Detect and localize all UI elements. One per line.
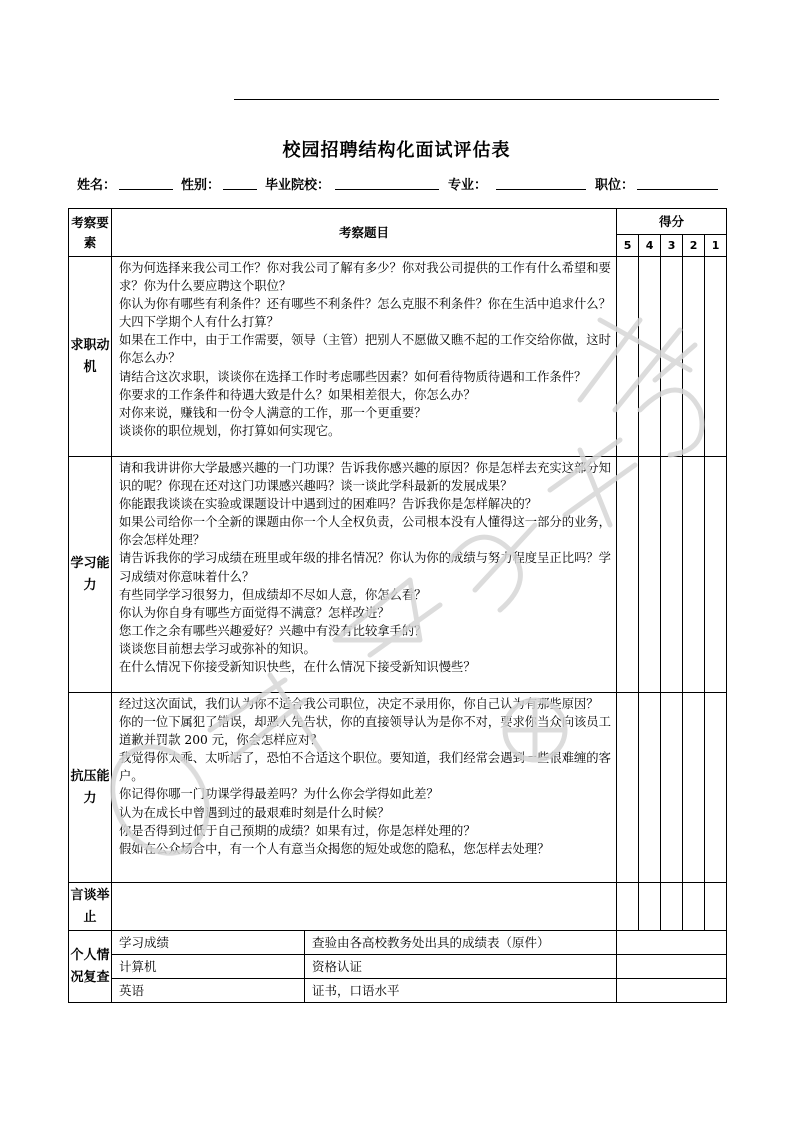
question-header: 考察题目	[112, 209, 617, 257]
personal-row	[69, 979, 727, 1003]
personal-row	[69, 931, 727, 955]
question-item: 你记得你哪一门功课学得最差吗？为什么你会学得如此差？	[119, 787, 439, 802]
factor-header: 考察要素	[69, 209, 112, 257]
score-cell-2[interactable]	[683, 693, 705, 883]
question-item: 你是否得到过低于自己预期的成绩？如果有过，你是怎样处理的？	[119, 823, 476, 838]
gender-label: 性别：	[181, 178, 221, 193]
questions-cell	[112, 457, 617, 693]
name-field[interactable]	[119, 189, 173, 190]
score-level-5: 5	[617, 235, 639, 257]
question-item: 你认为你自身有哪些方面觉得不满意？怎样改进？	[119, 605, 390, 620]
position-field[interactable]	[637, 189, 718, 190]
score-cell-4[interactable]	[639, 457, 661, 693]
section-pressure	[69, 693, 727, 883]
question-item: 你能跟我谈谈在实验或课题设计中遇到过的困难吗？告诉我你是怎样解决的？	[119, 497, 538, 512]
question-item: 您工作之余有哪些兴趣爱好？兴趣中有没有比较拿手的？	[119, 623, 427, 638]
question-item: 请告诉我你的学习成绩在班里或年级的排名情况？你认为你的成绩与努力程度呈正比吗？学习成绩对你意味着什么？	[119, 551, 611, 584]
question-item: 如果在工作中，由于工作需要，领导（主管）把别人不愿做又瞧不起的工作交给你做，这时你怎么办？	[119, 333, 611, 366]
questions-cell[interactable]	[112, 883, 617, 931]
header-rule	[234, 99, 719, 100]
question-item: 你认为你有哪些有利条件？还有哪些不利条件？怎么克服不利条件？你在生活中追求什么？大四下学期个人有什么打算？	[119, 297, 611, 330]
personal-method: 证书，口语水平	[305, 979, 617, 1003]
category-label: 学习能力	[69, 457, 112, 693]
question-item: 在什么情况下你接受新知识快些，在什么情况下接受新知识慢些？	[119, 660, 476, 675]
personal-method: 查验由各高校教务处出具的成绩表（原件）	[305, 931, 617, 955]
score-cell-3[interactable]	[661, 457, 683, 693]
score-cell-5[interactable]	[617, 883, 639, 931]
question-item: 请和我讲讲你大学最感兴趣的一门功课？告诉我你感兴趣的原因？你是怎样去充实这部分知识的呢？你现在还对这门功课感兴趣吗？谈一谈此学科最新的发展成果？	[119, 461, 611, 494]
question-item: 你的一位下属犯了错误，却恶人先告状，你的直接领导认为是你不对，要求你当众向该员工道歉并罚款 200 元，你会怎样应对？	[119, 715, 611, 748]
score-cell-3[interactable]	[661, 693, 683, 883]
personal-item: 计算机	[112, 955, 305, 979]
score-cell-3[interactable]	[661, 257, 683, 457]
personal-item: 学习成绩	[112, 931, 305, 955]
questions-cell	[112, 257, 617, 457]
category-label: 言谈举止	[69, 883, 112, 931]
score-header: 得分	[617, 209, 727, 235]
category-label: 个人情况复查	[69, 931, 112, 1003]
score-cell-5[interactable]	[617, 693, 639, 883]
school-label: 毕业院校：	[265, 178, 331, 193]
personal-result-cell[interactable]	[617, 979, 727, 1003]
questions-cell	[112, 693, 617, 883]
question-item: 如果公司给你一个全新的课题由你一个人全权负责，公司根本没有人懂得这一部分的业务，你会怎样处理？	[119, 515, 611, 548]
score-cell-4[interactable]	[639, 257, 661, 457]
score-cell-1[interactable]	[705, 257, 727, 457]
personal-result-cell[interactable]	[617, 931, 727, 955]
question-item: 请结合这次求职，谈谈你在选择工作时考虑哪些因素？如何看待物质待遇和工作条件？	[119, 369, 587, 384]
score-cell-1[interactable]	[705, 457, 727, 693]
question-item: 有些同学学习很努力，但成绩却不尽如人意，你怎么看？	[119, 587, 427, 602]
score-cell-4[interactable]	[639, 693, 661, 883]
score-level-3: 3	[661, 235, 683, 257]
personal-result-cell[interactable]	[617, 955, 727, 979]
question-item: 认为在成长中曾遇到过的最艰难时刻是什么时候？	[119, 805, 390, 820]
applicant-info-row	[77, 172, 722, 192]
score-cell-1[interactable]	[705, 883, 727, 931]
section-motivation	[69, 257, 727, 457]
school-field[interactable]	[335, 189, 439, 190]
question-item: 谈谈你的职位规划，你打算如何实现它。	[119, 423, 341, 438]
section-learning	[69, 457, 727, 693]
personal-item: 英语	[112, 979, 305, 1003]
score-cell-2[interactable]	[683, 257, 705, 457]
evaluation-table	[68, 208, 727, 1003]
score-cell-2[interactable]	[683, 457, 705, 693]
position-label: 职位：	[595, 178, 635, 193]
gender-field[interactable]	[223, 189, 257, 190]
question-item: 我觉得你太乖、太听话了，恐怕不合适这个职位。要知道，我们经常会遇到一些很难缠的客户。	[119, 751, 611, 784]
question-item: 你要求的工作条件和待遇大致是什么？如果相差很大，你怎么办？	[119, 387, 476, 402]
major-label: 专业：	[448, 178, 488, 193]
score-cell-1[interactable]	[705, 693, 727, 883]
personal-method: 资格认证	[305, 955, 617, 979]
score-level-4: 4	[639, 235, 661, 257]
score-cell-2[interactable]	[683, 883, 705, 931]
score-level-1: 1	[705, 235, 727, 257]
score-cell-3[interactable]	[661, 883, 683, 931]
score-cell-5[interactable]	[617, 457, 639, 693]
category-label: 求职动机	[69, 257, 112, 457]
question-item: 你为何选择来我公司工作？你对我公司了解有多少？你对我公司提供的工作有什么希望和要求？你为什么要应聘这个职位？	[119, 261, 611, 294]
major-field[interactable]	[496, 189, 586, 190]
score-level-2: 2	[683, 235, 705, 257]
question-item: 谈谈您目前想去学习或弥补的知识。	[119, 641, 316, 656]
section-manner	[69, 883, 727, 931]
personal-row	[69, 955, 727, 979]
page-title: 校园招聘结构化面试评估表	[282, 140, 511, 161]
score-cell-5[interactable]	[617, 257, 639, 457]
question-item: 假如在公众场合中，有一个人有意当众揭您的短处或您的隐私，您怎样去处理？	[119, 841, 550, 856]
category-label: 抗压能力	[69, 693, 112, 883]
name-label: 姓名：	[77, 178, 117, 193]
question-item: 对你来说，赚钱和一份令人满意的工作，那一个更重要？	[119, 405, 427, 420]
question-item: 经过这次面试，我们认为你不适合我公司职位，决定不录用你，你自己认为有那些原因？	[119, 697, 599, 711]
score-cell-4[interactable]	[639, 883, 661, 931]
